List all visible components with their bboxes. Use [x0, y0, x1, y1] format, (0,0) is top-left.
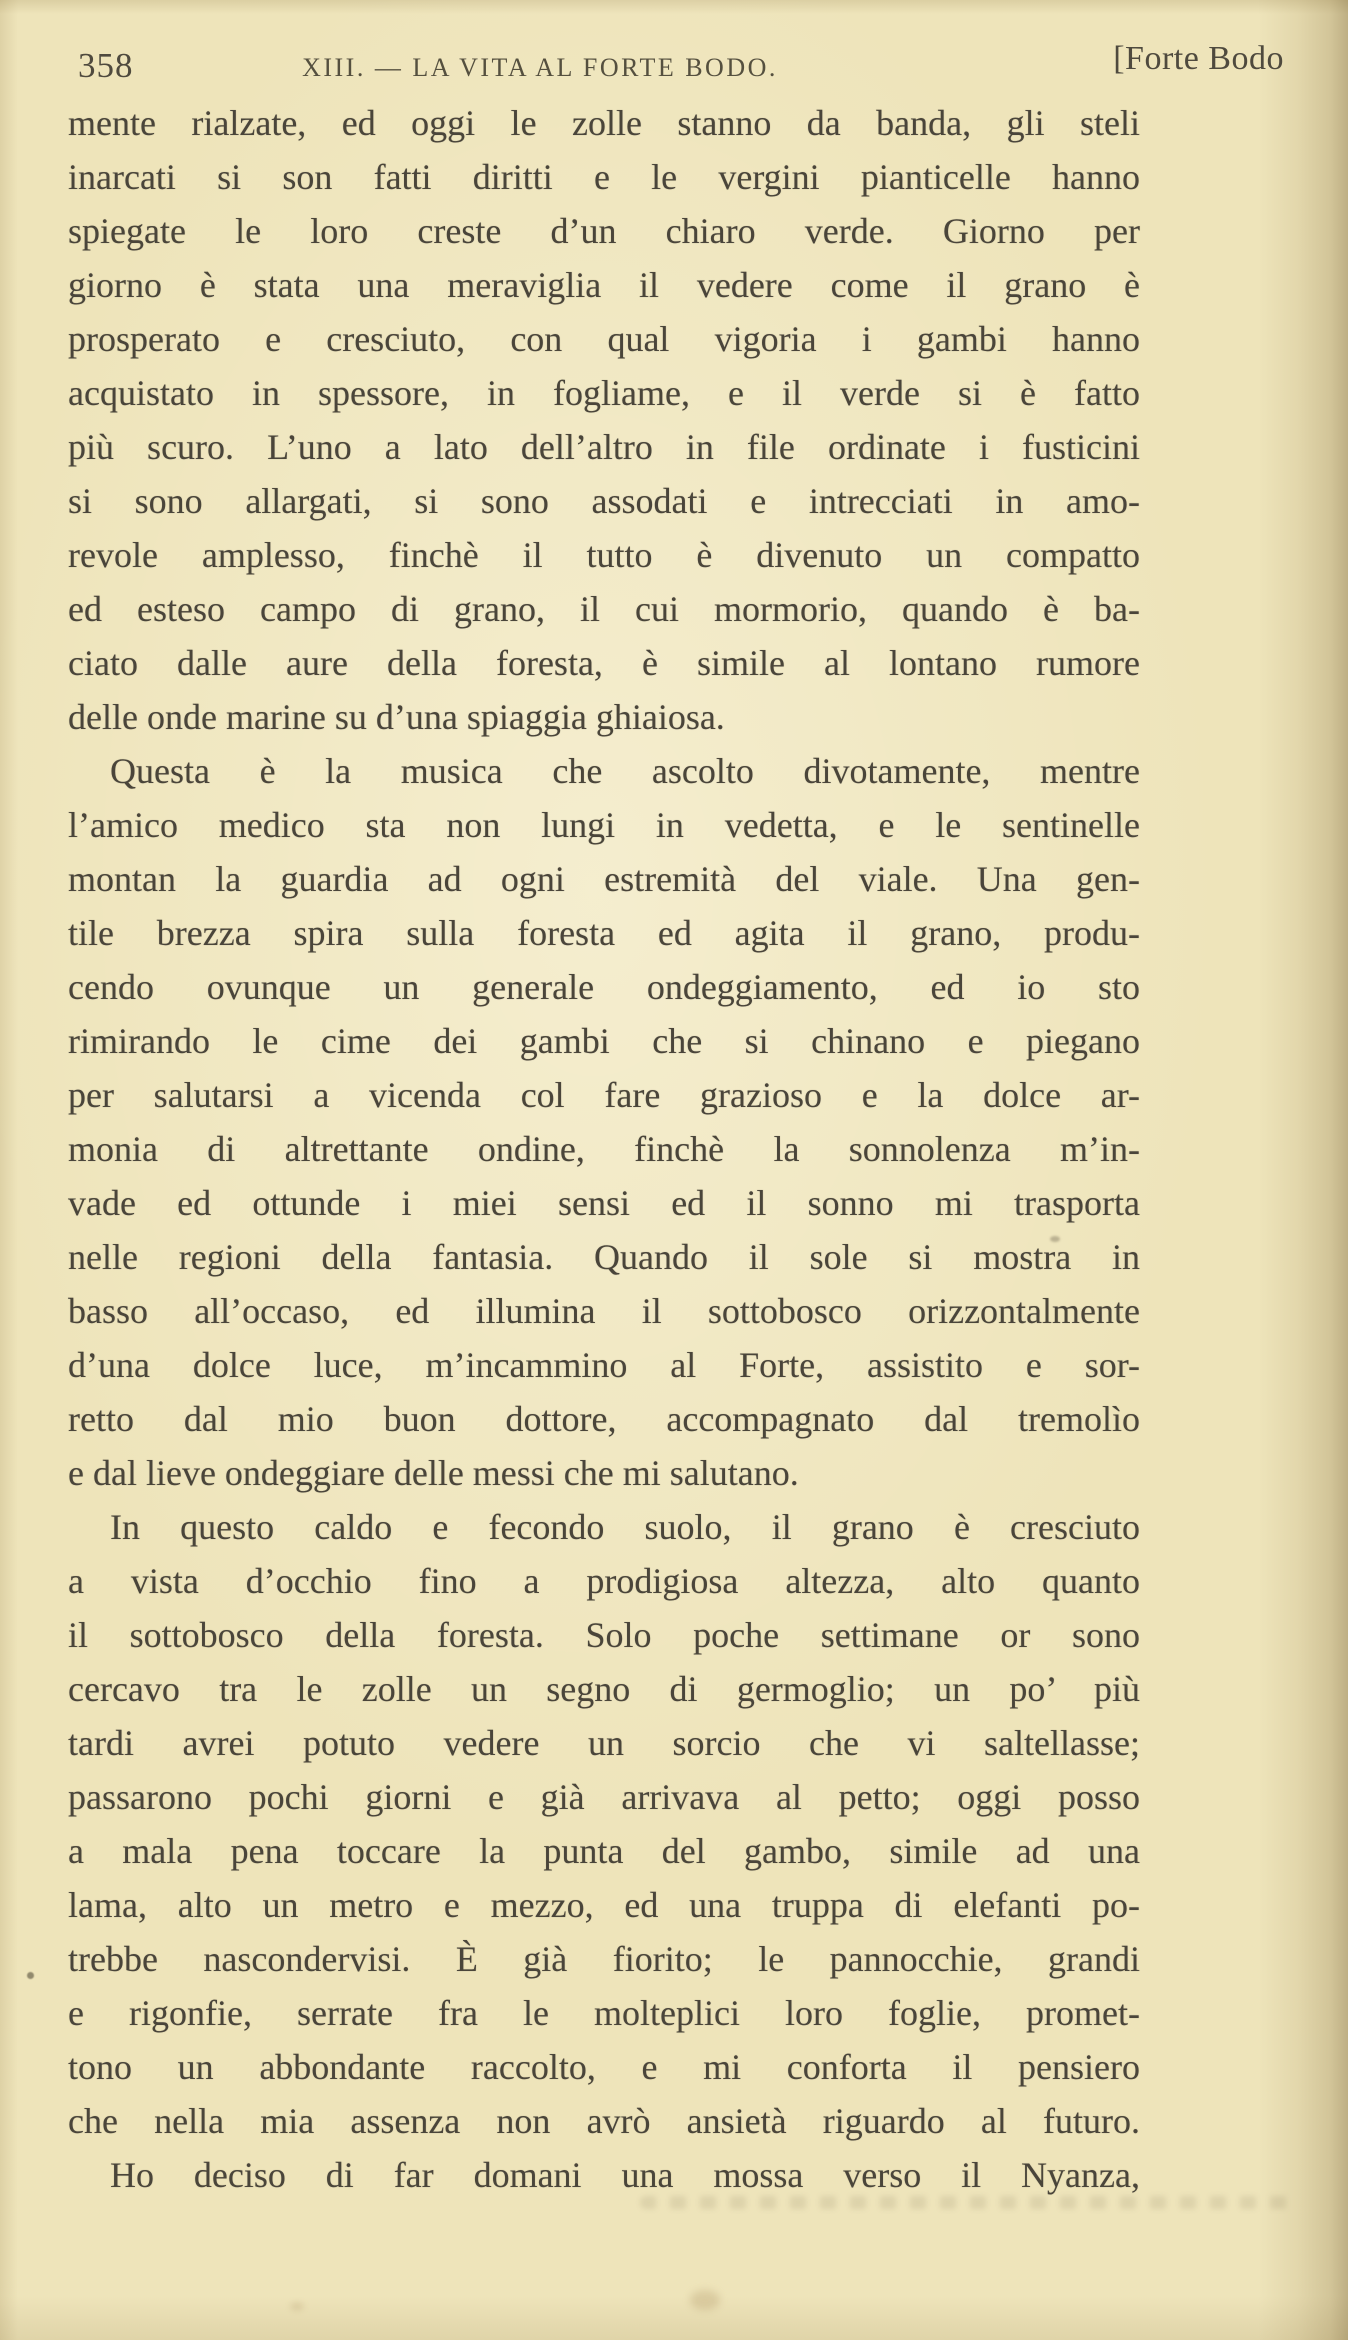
text-line: prosperato e cresciuto, con qual vigoria i gambi hanno	[68, 319, 1140, 359]
text-line: passarono pochi giorni e già arrivava al petto; oggi posso	[68, 1777, 1140, 1817]
text-line: d’una dolce luce, m’incammino al Forte, assistito e sor-	[68, 1345, 1140, 1385]
running-header: XIII. — LA VITA AL FORTE BODO.	[302, 53, 778, 82]
text-line: si sono allargati, si sono assodati e intrecciati in amo-	[68, 481, 1140, 521]
text-line: basso all’occaso, ed illumina il sottobosco orizzontalmente	[68, 1291, 1140, 1331]
text-line: tardi avrei potuto vedere un sorcio che vi saltellasse;	[68, 1723, 1140, 1763]
text-line: mente rialzate, ed oggi le zolle stanno da banda, gli steli	[68, 103, 1140, 143]
text-line: più scuro. L’uno a lato dell’altro in file ordinate i fusticini	[68, 427, 1140, 467]
text-line: rimirando le cime dei gambi che si chinano e piegano	[68, 1021, 1140, 1061]
text-line: montan la guardia ad ogni estremità del viale. Una gen-	[68, 859, 1140, 899]
text-line: per salutarsi a vicenda col fare grazioso e la dolce ar-	[68, 1075, 1140, 1115]
paper-stain	[290, 2302, 304, 2311]
text-line: il sottobosco della foresta. Solo poche settimane or sono	[68, 1615, 1140, 1655]
page-number: 358	[78, 46, 134, 85]
text-line: e dal lieve ondeggiare delle messi che mi salutano.	[68, 1453, 799, 1493]
text-line: monia di altrettante ondine, finchè la sonnolenza m’in-	[68, 1129, 1140, 1169]
ink-speck	[1050, 1236, 1060, 1242]
text-line: e rigonfie, serrate fra le molteplici loro foglie, promet-	[68, 1993, 1140, 2033]
text-line: tile brezza spira sulla foresta ed agita il grano, produ-	[68, 913, 1140, 953]
text-line: inarcati si son fatti diritti e le vergini pianticelle hanno	[68, 157, 1140, 197]
text-line: spiegate le loro creste d’un chiaro verde. Giorno per	[68, 211, 1140, 251]
text-line: l’amico medico sta non lungi in vedetta, e le sentinelle	[68, 805, 1140, 845]
catchword-header: [Forte Bodo	[1113, 40, 1284, 77]
text-line: delle onde marine su d’una spiaggia ghiaiosa.	[68, 697, 725, 737]
text-line: ciato dalle aure della foresta, è simile al lontano rumore	[68, 643, 1140, 683]
page-bleed-through	[640, 2196, 1292, 2209]
text-line: nelle regioni della fantasia. Quando il sole si mostra in	[68, 1237, 1140, 1277]
text-line: a mala pena toccare la punta del gambo, simile ad una	[68, 1831, 1140, 1871]
body-text	[68, 96, 1140, 2202]
text-line: che nella mia assenza non avrò ansietà riguardo al futuro.	[68, 2101, 1140, 2141]
text-line: retto dal mio buon dottore, accompagnato dal tremolìo	[68, 1399, 1140, 1439]
text-line: ed esteso campo di grano, il cui mormorio, quando è ba-	[68, 589, 1140, 629]
text-line: Questa è la musica che ascolto divotamente, mentre	[110, 751, 1140, 791]
text-line: Ho deciso di far domani una mossa verso il Nyanza,	[110, 2155, 1140, 2195]
paper-stain	[690, 2290, 720, 2310]
text-line: giorno è stata una meraviglia il vedere come il grano è	[68, 265, 1140, 305]
text-line: cendo ovunque un generale ondeggiamento, ed io sto	[68, 967, 1140, 1007]
text-line: vade ed ottunde i miei sensi ed il sonno mi trasporta	[68, 1183, 1140, 1223]
text-line: tono un abbondante raccolto, e mi conforta il pensiero	[68, 2047, 1140, 2087]
text-line: a vista d’occhio fino a prodigiosa altezza, alto quanto	[68, 1561, 1140, 1601]
text-line: trebbe nascondervisi. È già fiorito; le pannocchie, grandi	[68, 1939, 1140, 1979]
text-line: lama, alto un metro e mezzo, ed una truppa di elefanti po-	[68, 1885, 1140, 1925]
text-line: In questo caldo e fecondo suolo, il grano è cresciuto	[110, 1507, 1140, 1547]
text-line: acquistato in spessore, in fogliame, e il verde si è fatto	[68, 373, 1140, 413]
text-line: cercavo tra le zolle un segno di germoglio; un po’ più	[68, 1669, 1140, 1709]
text-line: revole amplesso, finchè il tutto è divenuto un compatto	[68, 535, 1140, 575]
ink-speck	[27, 1972, 34, 1979]
